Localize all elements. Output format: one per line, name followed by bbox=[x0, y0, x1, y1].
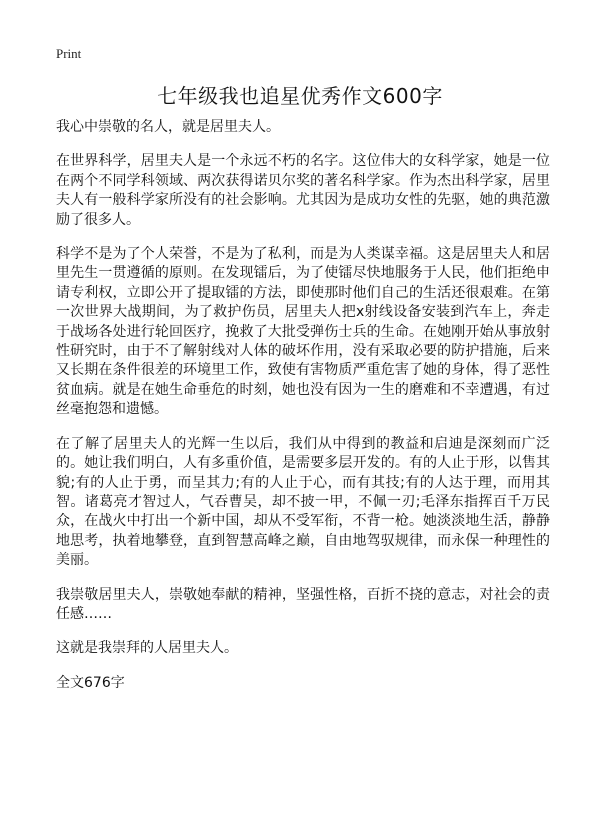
page-title: 七年级我也追星优秀作文600字 bbox=[157, 84, 443, 108]
paragraph-admiration: 我崇敬居里夫人，崇敬她奉献的精神，坚强性格，百折不挠的意志，对社会的责任感…… bbox=[56, 586, 550, 622]
paragraph-science-purpose: 科学不是为了个人荣誉，不是为了私利，而是为人类谋幸福。这是居里夫人和居里先生一贯遵循的原则。在发现镭后，为了使镭尽快地服务于人民，他们拒绝申请专利权，立即公开了提取镭的方法，即使那时他们自己的生活还很艰难。在第一次世界大战期间，为了救护伤员，居里夫人把x射线设备安装到汽车上，奔走于战场各处进行轮回医疗，挽救了大批受弹伤士兵的生命。在她刚开始从事放射性研究时，由于不了解射线对人体的破坏作用，没有采取必要的防护措施，后来又长期在条件很差的环境里工作，致使有害物质严重危害了她的身体，得了恶性贫血病。就是在她生命垂危的时刻，她也没有因为一生的磨难和不幸遭遇，有过丝毫抱怨和遗憾。 bbox=[56, 246, 550, 418]
print-link[interactable]: Print bbox=[56, 46, 82, 61]
paragraph-world-science: 在世界科学，居里夫人是一个永远不朽的名字。这位伟大的女科学家，她是一位在两个不同学科领域、两次获得诺贝尔奖的著名科学家。作为杰出科学家，居里夫人有一般科学家所没有的社会影响。尤其因为是成功女性的先驱，她的典范激励了很多人。 bbox=[56, 153, 550, 228]
paragraph-intro: 我心中崇敬的名人，就是居里夫人。 bbox=[56, 119, 280, 135]
article-body bbox=[56, 118, 550, 708]
paragraph-lessons: 在了解了居里夫人的光辉一生以后，我们从中得到的教益和启迪是深刻而广泛的。她让我们明白，人有多重价值，是需要多层开发的。有的人止于形，以售其貌;有的人止于勇，而呈其力;有的人止于心，而有其技;有的人达于理，而用其智。诸葛亮才智过人，气吞曹吴，却不披一甲，不佩一刃;毛泽东指挥百千万民众，在战火中打出一个新中国，却从不受军衔，不背一枪。她淡淡地生活，静静地思考，执着地攀登，直到智慧高峰之巅，自由地驾驭规律，而永保一种理性的美丽。 bbox=[56, 435, 550, 569]
word-count: 全文676字 bbox=[56, 674, 125, 691]
paragraph-conclusion: 这就是我崇拜的人居里夫人。 bbox=[56, 640, 238, 657]
